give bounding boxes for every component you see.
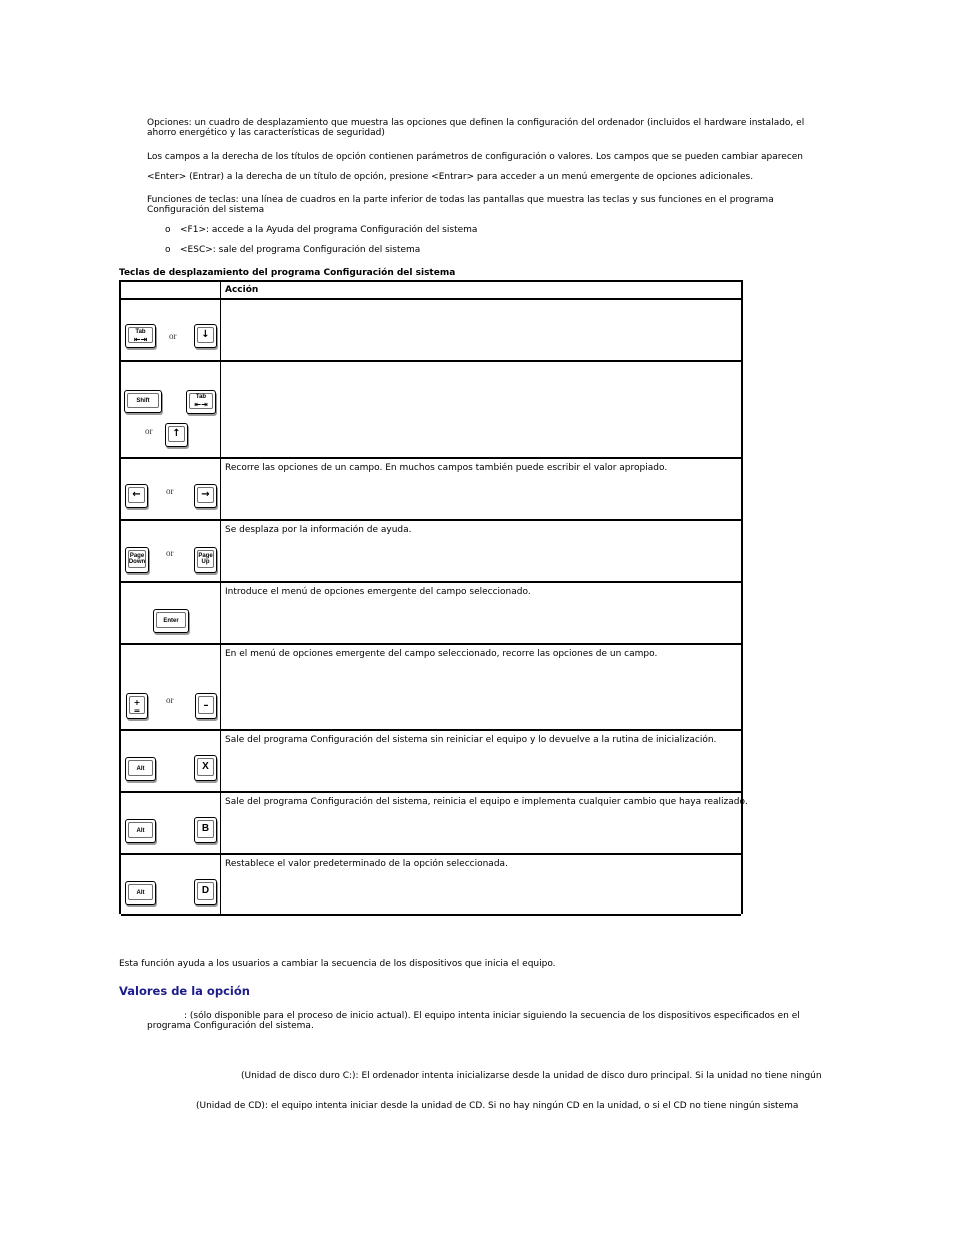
functions-line-2: Configuración del sistema (147, 205, 265, 215)
table-caption: Teclas de desplazamiento del programa Configuración del sistema (119, 268, 456, 278)
bullet-marker: o (165, 245, 171, 255)
key-glyph: → (201, 489, 210, 500)
x-key-icon (194, 755, 217, 781)
row-action: Sale del programa Configuración del sistema sin reiniciar el equipo y lo devuelve a la rutina de inicialización. (225, 735, 717, 745)
key-label: Alt (136, 890, 145, 896)
key-glyph: ↓ (201, 329, 210, 340)
table-row (121, 583, 741, 645)
table-row (121, 793, 748, 855)
or-label: or (145, 426, 153, 436)
navigation-keys-table (119, 280, 748, 914)
tab-arrows-icon: ⇤⇥ (133, 335, 148, 344)
row-action: Se desplaza por la información de ayuda. (225, 525, 412, 535)
header-keys-cell (121, 282, 221, 298)
alt-key-icon (125, 881, 156, 905)
bullet-marker: o (165, 225, 171, 235)
table-header-row (121, 282, 741, 300)
d-key-icon (194, 879, 217, 905)
fields-paragraph: Los campos a la derecha de los títulos de opción contienen parámetros de configuración o valores. Los campos que se pueden cambiar aparecen (147, 152, 804, 162)
key-label: Page Up (198, 553, 213, 565)
up-arrow-key-icon (165, 423, 188, 447)
key-glyph: ↑ (172, 428, 181, 439)
key-label: Enter (163, 618, 179, 624)
options-line-2: ahorro energético y las características de seguridad) (147, 128, 385, 138)
down-arrow-key-icon (194, 324, 217, 348)
table-row (121, 300, 741, 362)
header-action: Acción (225, 285, 259, 295)
or-label: or (166, 695, 174, 705)
table-row (121, 645, 741, 731)
key-label: Page Down (128, 553, 146, 565)
or-label: or (166, 548, 174, 558)
table-row (121, 855, 741, 916)
alt-key-icon (125, 819, 156, 843)
row-action: Restablece el valor predeterminado de la opción seleccionada. (225, 859, 508, 869)
functions-paragraph (147, 195, 774, 215)
or-label: or (169, 331, 177, 341)
table-row (121, 521, 741, 583)
boot-value-1-line-2: programa Configuración del sistema. (147, 1021, 314, 1031)
key-label: Tab (195, 394, 207, 400)
page-down-key-icon (125, 547, 149, 573)
row-action: Sale del programa Configuración del sistema, reinicia el equipo e implementa cualquier cambio que haya realizado. (225, 797, 748, 807)
bullet-text: <ESC>: sale del programa Configuración del sistema (180, 245, 421, 255)
row-action: Recorre las opciones de un campo. En muchos campos también puede escribir el valor apropiado. (225, 463, 668, 473)
tab-key-icon (186, 390, 216, 414)
key-label: Alt (136, 828, 145, 834)
boot-intro: Esta función ayuda a los usuarios a cambiar la secuencia de los dispositivos que inicia el equipo. (119, 959, 556, 969)
row-action: Introduce el menú de opciones emergente del campo seleccionado. (225, 587, 531, 597)
key-glyph: B (201, 823, 210, 834)
key-label: Alt (136, 766, 145, 772)
key-glyph: X (202, 761, 209, 772)
page-up-key-icon (194, 547, 217, 573)
key-glyph: + = (133, 698, 141, 715)
shift-key-icon (124, 390, 162, 413)
tab-key-icon (125, 324, 156, 348)
boot-value-cd: (Unidad de CD): el equipo intenta iniciar desde la unidad de CD. Si no hay ningún CD en la unidad, o si el CD no tiene ningún sistema (196, 1101, 799, 1111)
key-label: Shift (136, 398, 150, 404)
plus-key-icon (126, 693, 148, 719)
table-row (121, 459, 741, 521)
right-arrow-key-icon (194, 484, 217, 508)
option-values-heading: Valores de la opción (119, 984, 250, 998)
header-action-cell (221, 282, 741, 298)
key-label: Tab (135, 329, 146, 335)
options-paragraph (147, 118, 804, 138)
boot-value-hdd: (Unidad de disco duro C:): El ordenador intenta inicializarse desde la unidad de disco duro principal. Si la unidad no tiene ningún (241, 1071, 822, 1081)
table-row (121, 362, 741, 459)
key-glyph: D (201, 885, 210, 896)
key-glyph: ← (132, 489, 141, 500)
row-action: En el menú de opciones emergente del campo seleccionado, recorre las opciones de un campo. (225, 649, 658, 659)
table-row (121, 731, 741, 793)
b-key-icon (194, 817, 217, 843)
enter-paragraph: <Enter> (Entrar) a la derecha de un título de opción, presione <Entrar> para acceder a un menú emergente de opciones adicionales. (147, 172, 754, 182)
key-glyph: – (203, 700, 209, 711)
alt-key-icon (125, 757, 156, 781)
left-arrow-key-icon (125, 484, 148, 508)
or-label: or (166, 486, 174, 496)
boot-value-1-line-1: : (sólo disponible para el proceso de inicio actual). El equipo intenta iniciar siguiendo la secuencia de los dispositivos especificados en el (184, 1011, 800, 1021)
bullet-text: <F1>: accede a la Ayuda del programa Configuración del sistema (180, 225, 478, 235)
enter-key-icon (153, 609, 189, 633)
boot-value-1 (147, 1011, 800, 1031)
functions-line-1: Funciones de teclas: una línea de cuadros en la parte inferior de todas las pantallas que muestra las teclas y sus funciones en el programa (147, 195, 774, 205)
tab-arrows-icon: ⇤⇥ (194, 400, 208, 409)
options-line-1: Opciones: un cuadro de desplazamiento que muestra las opciones que definen la configuración del ordenador (incluidos el hardware instalado, el (147, 118, 805, 128)
minus-key-icon (195, 693, 217, 719)
